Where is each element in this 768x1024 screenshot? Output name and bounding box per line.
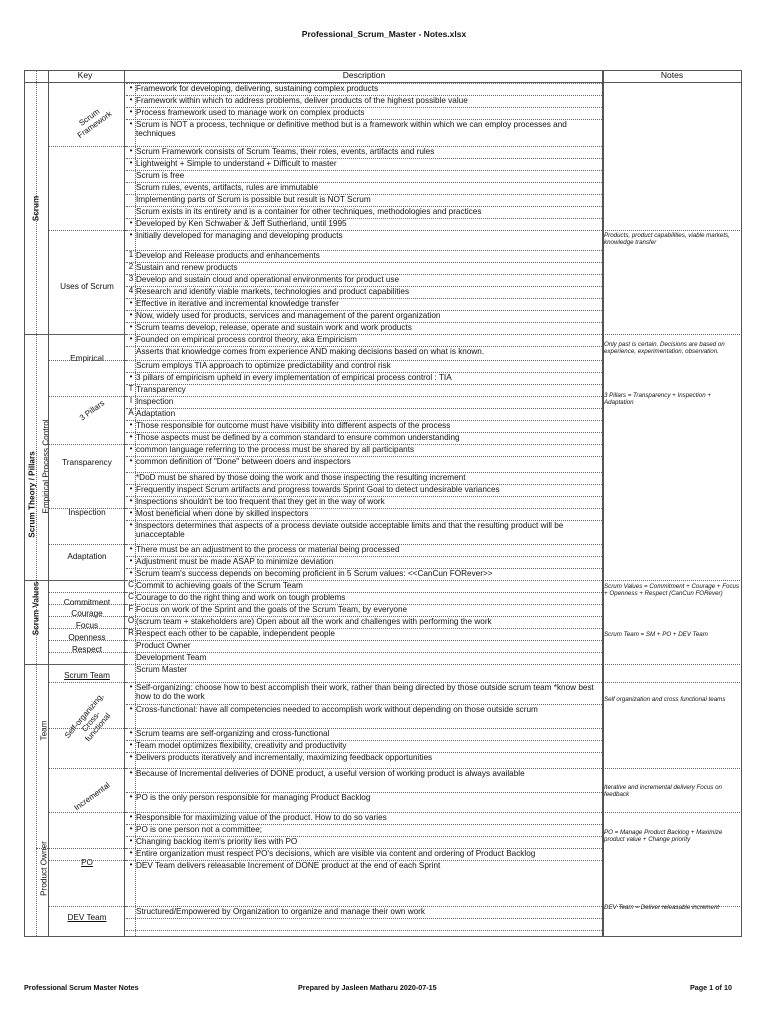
grid-line: [48, 230, 126, 231]
row-description: Team model optimizes flexibility, creativity and productivity: [136, 741, 347, 750]
row-marker: •: [129, 230, 133, 239]
grid-line: [48, 70, 49, 936]
grid-line: [126, 824, 602, 825]
grid-line: [126, 472, 602, 473]
row-marker: •: [129, 372, 133, 381]
grid-line: [602, 230, 742, 231]
row-marker: C: [128, 592, 134, 601]
row-description: Transparency: [136, 385, 186, 394]
grid-line: [36, 848, 126, 849]
key-po: PO: [81, 858, 93, 867]
grid-line: [126, 496, 602, 497]
grid-line: [602, 664, 742, 665]
grid-line: [126, 322, 602, 323]
grid-line: [741, 70, 742, 936]
row-marker: •: [129, 158, 133, 167]
grid-line: [48, 544, 126, 545]
key-courage: Courage: [71, 609, 103, 618]
row-description: Those aspects must be defined by a common standard to ensure common understanding: [136, 433, 460, 442]
row-description: Entire organization must respect PO's decisions, which are visible via content and ordering of Product Backlog: [136, 849, 536, 858]
grid-line: [126, 640, 602, 641]
grid-line: [126, 456, 602, 457]
grid-line: [126, 860, 602, 861]
key-focus: Focus: [75, 621, 99, 630]
row-description: Implementing parts of Scrum is possible but result is NOT Scrum: [136, 195, 371, 204]
row-marker: 4: [128, 286, 134, 295]
row-description: Scrum is free: [136, 171, 185, 180]
grid-line: [126, 616, 602, 617]
row-marker: •: [129, 334, 133, 343]
grid-line: [126, 334, 602, 335]
grid-line: [126, 484, 602, 485]
grid-line: [48, 682, 126, 683]
section-theory: Scrum Theory / Pillars: [27, 451, 37, 538]
row-description: 3 pillars of empiricism upheld in every implementation of empirical process control : TIA: [136, 373, 452, 382]
row-description: Framework for developing, delivering, sustaining complex products: [136, 84, 379, 93]
grid-line: [602, 812, 742, 813]
row-description: Developed by Ken Schwaber & Jeff Sutherland, until 1995: [136, 219, 347, 228]
grid-line: [126, 906, 602, 907]
grid-line: [126, 346, 602, 347]
grid-line: [126, 194, 602, 195]
row-description: Focus on work of the Sprint and the goals of the Scrum Team, by everyone: [136, 605, 408, 614]
row-description: Scrum teams are self-organizing and cross-functional: [136, 729, 330, 738]
grid-line: [36, 664, 126, 665]
row-description: Commit to achieving goals of the Scrum Team: [136, 581, 303, 590]
row-description: Most beneficial when done by skilled inspectors: [136, 509, 309, 518]
row-description: Sustain and renew products: [136, 263, 238, 272]
grid-line: [602, 682, 742, 683]
grid-line: [126, 628, 602, 629]
row-marker: •: [129, 568, 133, 577]
grid-line: [126, 170, 602, 171]
row-description: common language referring to the process must be shared by all participants: [136, 445, 415, 454]
row-description: Scrum is NOT a process, technique or definitive method but is a framework within which we can employ processes and techniques: [136, 120, 567, 139]
grid-line: [48, 812, 126, 813]
row-description: Respect each other to be capable, independent people: [136, 629, 335, 638]
grid-line: [36, 334, 126, 335]
row-description: Founded on empirical process control theory, aka Empiricism: [136, 335, 358, 344]
grid-line: [126, 107, 602, 108]
grid-line: [126, 218, 602, 219]
row-marker: 3: [128, 274, 134, 283]
row-description: There must be an adjustment to the process or material being processed: [136, 545, 400, 554]
note: 3 Pillars = Transparency + Inspection + Adaptation: [604, 392, 712, 407]
grid-line: [126, 396, 602, 397]
grid-line: [602, 768, 742, 769]
notes-table: [24, 70, 742, 936]
row-description: Delivers products iteratively and incrementally, maximizing feedback opportunities: [136, 753, 433, 762]
key-uses: Uses of Scrum: [60, 282, 114, 291]
row-marker: •: [129, 860, 133, 869]
section-values: Scrum Values: [31, 581, 41, 636]
grid-line: [48, 652, 126, 653]
grid-line: [126, 740, 602, 741]
row-marker: •: [129, 508, 133, 517]
row-description: Scrum team's success depends on becoming proficient in 5 Scrum values: <<CanCun FORever>>: [136, 569, 493, 578]
grid-line: [135, 82, 136, 936]
row-marker: I: [129, 396, 133, 405]
row-marker: •: [129, 432, 133, 441]
row-marker: 2: [128, 262, 134, 271]
key-adaptation: Adaptation: [67, 552, 107, 561]
note: Only past is certain. Decisions are based on experience, experimentation, observation.: [604, 341, 725, 356]
grid-line: [602, 70, 604, 936]
key-self-org-text: Self-organizing, Cross-functional: [62, 691, 113, 744]
footer-center: Prepared by Jasleen Matharu 2020-07-15: [298, 983, 437, 992]
row-description: Scrum Master: [136, 665, 187, 674]
key-scrum-framework-text: Scrum Framework: [75, 106, 114, 141]
key-empirical: Empirical: [70, 354, 104, 363]
grid-line: [126, 592, 602, 593]
grid-line: [24, 70, 742, 71]
row-marker: F: [128, 604, 134, 613]
key-pillars: 3 Pillars: [77, 398, 107, 423]
row-description: Lightweight + Simple to understand + Difficult to master: [136, 159, 337, 168]
row-marker: 1: [128, 250, 134, 259]
grid-line: [126, 230, 602, 231]
grid-line: [48, 860, 126, 861]
row-description: Inspectors determines that aspects of a process deviate outside acceptable limits and that the resulting product will be unacceptable: [136, 521, 564, 540]
page-title: Professional_Scrum_Master - Notes.xlsx: [301, 29, 467, 39]
row-description: Courage to do the right thing and work on tough problems: [136, 593, 346, 602]
key-scrum-framework: [62, 96, 121, 146]
row-marker: •: [129, 310, 133, 319]
row-description: Initially developed for managing and developing products: [136, 231, 343, 240]
grid-line: [48, 640, 126, 641]
row-marker: •: [129, 484, 133, 493]
grid-line: [126, 792, 602, 793]
row-marker: C: [128, 580, 134, 589]
grid-line: [48, 728, 126, 729]
row-description: PO is the only person responsible for managing Product Backlog: [136, 793, 371, 802]
row-marker: •: [129, 420, 133, 429]
row-marker: •: [129, 824, 133, 833]
row-description: Cross-functional: have all competencies needed to accomplish work without depending on those outside scrum: [136, 705, 538, 714]
grid-line: [126, 604, 602, 605]
grid-line: [126, 918, 602, 919]
grid-line: [126, 206, 602, 207]
row-description: Research and identify viable markets, technologies and product capabilities: [136, 287, 410, 296]
row-marker: •: [129, 520, 133, 529]
grid-line: [48, 146, 126, 147]
grid-line: [126, 444, 602, 445]
grid-line: [48, 396, 126, 397]
note: Products, product capabilities, viable markets, knowledge transfer: [604, 232, 730, 247]
row-marker: •: [129, 728, 133, 737]
row-description: common definition of "Done" between doers and inspectors: [136, 457, 351, 466]
row-description: PO is one person not a committee;: [136, 825, 263, 834]
grid-line: [126, 119, 602, 120]
grid-line: [126, 930, 602, 931]
grid-line: [126, 420, 602, 421]
grid-line: [24, 936, 742, 937]
grid-line: [602, 580, 742, 581]
row-description: Scrum employs TIA approach to optimize predictability and control risk: [136, 361, 391, 370]
grid-line: [126, 286, 602, 287]
row-marker: •: [129, 444, 133, 453]
grid-line: [48, 508, 126, 509]
grid-line: [126, 520, 602, 521]
row-description: *DoD must be shared by those doing the work and those inspecting the resulting increment: [136, 473, 466, 482]
row-marker: •: [129, 836, 133, 845]
key-self-org: [59, 688, 122, 756]
row-marker: •: [129, 107, 133, 116]
row-description: Develop and sustain cloud and operational environments for product use: [136, 275, 400, 284]
row-description: Framework within which to address problems, deliver products of the highest possible value: [136, 96, 468, 105]
footer-left: Professional Scrum Master Notes: [24, 983, 139, 992]
row-marker: •: [129, 740, 133, 749]
row-description: Adjustment must be made ASAP to minimize deviation: [136, 557, 334, 566]
header-notes: Notes: [660, 71, 684, 80]
grid-line: [126, 384, 602, 385]
grid-line: [48, 768, 126, 769]
grid-line: [126, 95, 602, 96]
row-marker: •: [129, 456, 133, 465]
row-description: Develop and Release products and enhancements: [136, 251, 320, 260]
row-marker: •: [129, 322, 133, 331]
note: DEV Team = Deliver releasable increment: [604, 904, 720, 911]
grid-line: [126, 652, 602, 653]
grid-line: [126, 408, 602, 409]
section-scrum: Scrum: [31, 195, 41, 222]
row-marker: •: [129, 792, 133, 801]
grid-line: [48, 592, 126, 593]
note: PO = Manage Product Backlog + Maximize product value + Change priority: [604, 829, 723, 844]
grid-line: [126, 432, 602, 433]
row-marker: •: [129, 812, 133, 821]
row-description: Inspections shouldn't be too frequent that they get in the way of work: [136, 497, 385, 506]
grid-line: [126, 812, 602, 813]
grid-line: [126, 508, 602, 509]
grid-line: [126, 704, 602, 705]
section-po: Product Owner: [39, 841, 49, 896]
grid-line: [126, 664, 602, 665]
row-description: Responsible for maximizing value of the product. How to do so varies: [136, 813, 387, 822]
key-respect: Respect: [71, 645, 103, 654]
grid-line: [48, 444, 126, 445]
row-description: DEV Team delivers releasable Increment of DONE product at the end of each Sprint: [136, 861, 441, 870]
grid-line: [126, 262, 602, 263]
header-key: Key: [77, 71, 93, 80]
note: Iterative and incremental delivery Focus on feedback: [604, 784, 722, 799]
grid-line: [126, 250, 602, 251]
grid-line: [126, 682, 602, 683]
row-marker: •: [129, 752, 133, 761]
grid-line: [36, 70, 37, 936]
key-scrum-team: Scrum Team: [64, 671, 110, 680]
row-description: Scrum teams develop, release, operate and sustain work and work products: [136, 323, 412, 332]
row-description: Structured/Empowered by Organization to organize and manage their own work: [136, 907, 425, 916]
note: Scrum Values = Commitment + Courage + Focus + Openness + Respect (CanCun FORever): [604, 583, 740, 598]
footer-right: Page 1 of 10: [690, 983, 732, 992]
grid-line: [126, 298, 602, 299]
grid-line: [126, 752, 602, 753]
note: Scrum Team = SM + PO + DEV Team: [604, 631, 708, 638]
row-marker: •: [129, 496, 133, 505]
row-marker: T: [128, 384, 134, 393]
row-marker: •: [129, 682, 133, 691]
section-team: Team: [39, 720, 49, 741]
key-commitment: Commitment: [63, 598, 111, 607]
row-marker: •: [129, 298, 133, 307]
grid-line: [36, 580, 126, 581]
row-description: Scrum rules, events, artifacts, rules are immutable: [136, 183, 319, 192]
grid-line: [126, 836, 602, 837]
note: Self organization and cross functional teams: [604, 696, 726, 703]
row-marker: •: [129, 704, 133, 713]
grid-line: [126, 182, 602, 183]
grid-line: [126, 544, 602, 545]
row-marker: R: [128, 628, 134, 637]
grid-line: [126, 728, 602, 729]
row-marker: •: [129, 218, 133, 227]
row-marker: •: [129, 848, 133, 857]
grid-line: [126, 274, 602, 275]
row-marker: O: [127, 616, 135, 625]
grid-line: [126, 310, 602, 311]
grid-line: [126, 568, 602, 569]
row-marker: •: [129, 768, 133, 777]
row-description: Because of Incremental deliveries of DONE product, a useful version of working product is always available: [136, 769, 525, 778]
row-description: Adaptation: [136, 409, 176, 418]
header-description: Description: [342, 71, 386, 80]
grid-line: [126, 83, 602, 84]
row-description: Product Owner: [136, 641, 191, 650]
row-marker: •: [129, 83, 133, 92]
grid-line: [124, 70, 125, 936]
key-dev-team: DEV Team: [67, 913, 107, 922]
grid-line: [126, 768, 602, 769]
row-description: Those responsible for outcome must have visibility into different aspects of the process: [136, 421, 451, 430]
grid-line: [126, 848, 602, 849]
grid-line: [48, 616, 126, 617]
grid-line: [126, 372, 602, 373]
row-marker: •: [129, 556, 133, 565]
section-empirical: Empirical Process Control: [41, 419, 51, 514]
grid-line: [602, 906, 742, 907]
grid-line: [126, 146, 602, 147]
row-description: Development Team: [136, 653, 207, 662]
key-openness: Openness: [68, 633, 106, 642]
grid-line: [24, 70, 25, 936]
key-inspection: Inspection: [68, 508, 106, 517]
key-transparency: Transparency: [62, 458, 112, 467]
row-description: Now, widely used for products, services and management of the parent organization: [136, 311, 441, 320]
row-marker: A: [128, 408, 134, 417]
row-description: Self-organizing: choose how to best accomplish their work, rather than being directed by those outside scrum team *know best how to do the work: [136, 683, 594, 702]
row-marker: •: [129, 119, 133, 128]
row-description: Asserts that knowledge comes from experience AND making decisions based on what is known.: [136, 347, 485, 356]
row-marker: •: [129, 95, 133, 104]
grid-line: [126, 360, 602, 361]
row-description: Changing backlog item's priority lies with PO: [136, 837, 298, 846]
row-description: Process framework used to manage work on complex products: [136, 108, 365, 117]
grid-line: [48, 360, 126, 361]
row-marker: •: [129, 146, 133, 155]
row-description: Inspection: [136, 397, 174, 406]
grid-line: [126, 580, 602, 581]
row-description: Frequently inspect Scrum artifacts and progress towards Sprint Goal to detect undesirable variances: [136, 485, 500, 494]
row-description: Scrum Framework consists of Scrum Teams, their roles, events, artifacts and rules: [136, 147, 435, 156]
grid-line: [126, 556, 602, 557]
key-incremental: Incremental: [72, 780, 112, 813]
grid-line: [48, 906, 126, 907]
row-description: (scrum team + stakeholders are) Open about all the work and challenges with performing the work: [136, 617, 492, 626]
grid-line: [602, 334, 742, 335]
grid-line: [48, 628, 126, 629]
grid-line: [126, 158, 602, 159]
row-description: Scrum exists in its entirety and is a container for other techniques, methodologies and practices: [136, 207, 482, 216]
row-description: Effective in iterative and incremental knowledge transfer: [136, 299, 339, 308]
row-marker: •: [129, 544, 133, 553]
grid-line: [48, 604, 126, 605]
